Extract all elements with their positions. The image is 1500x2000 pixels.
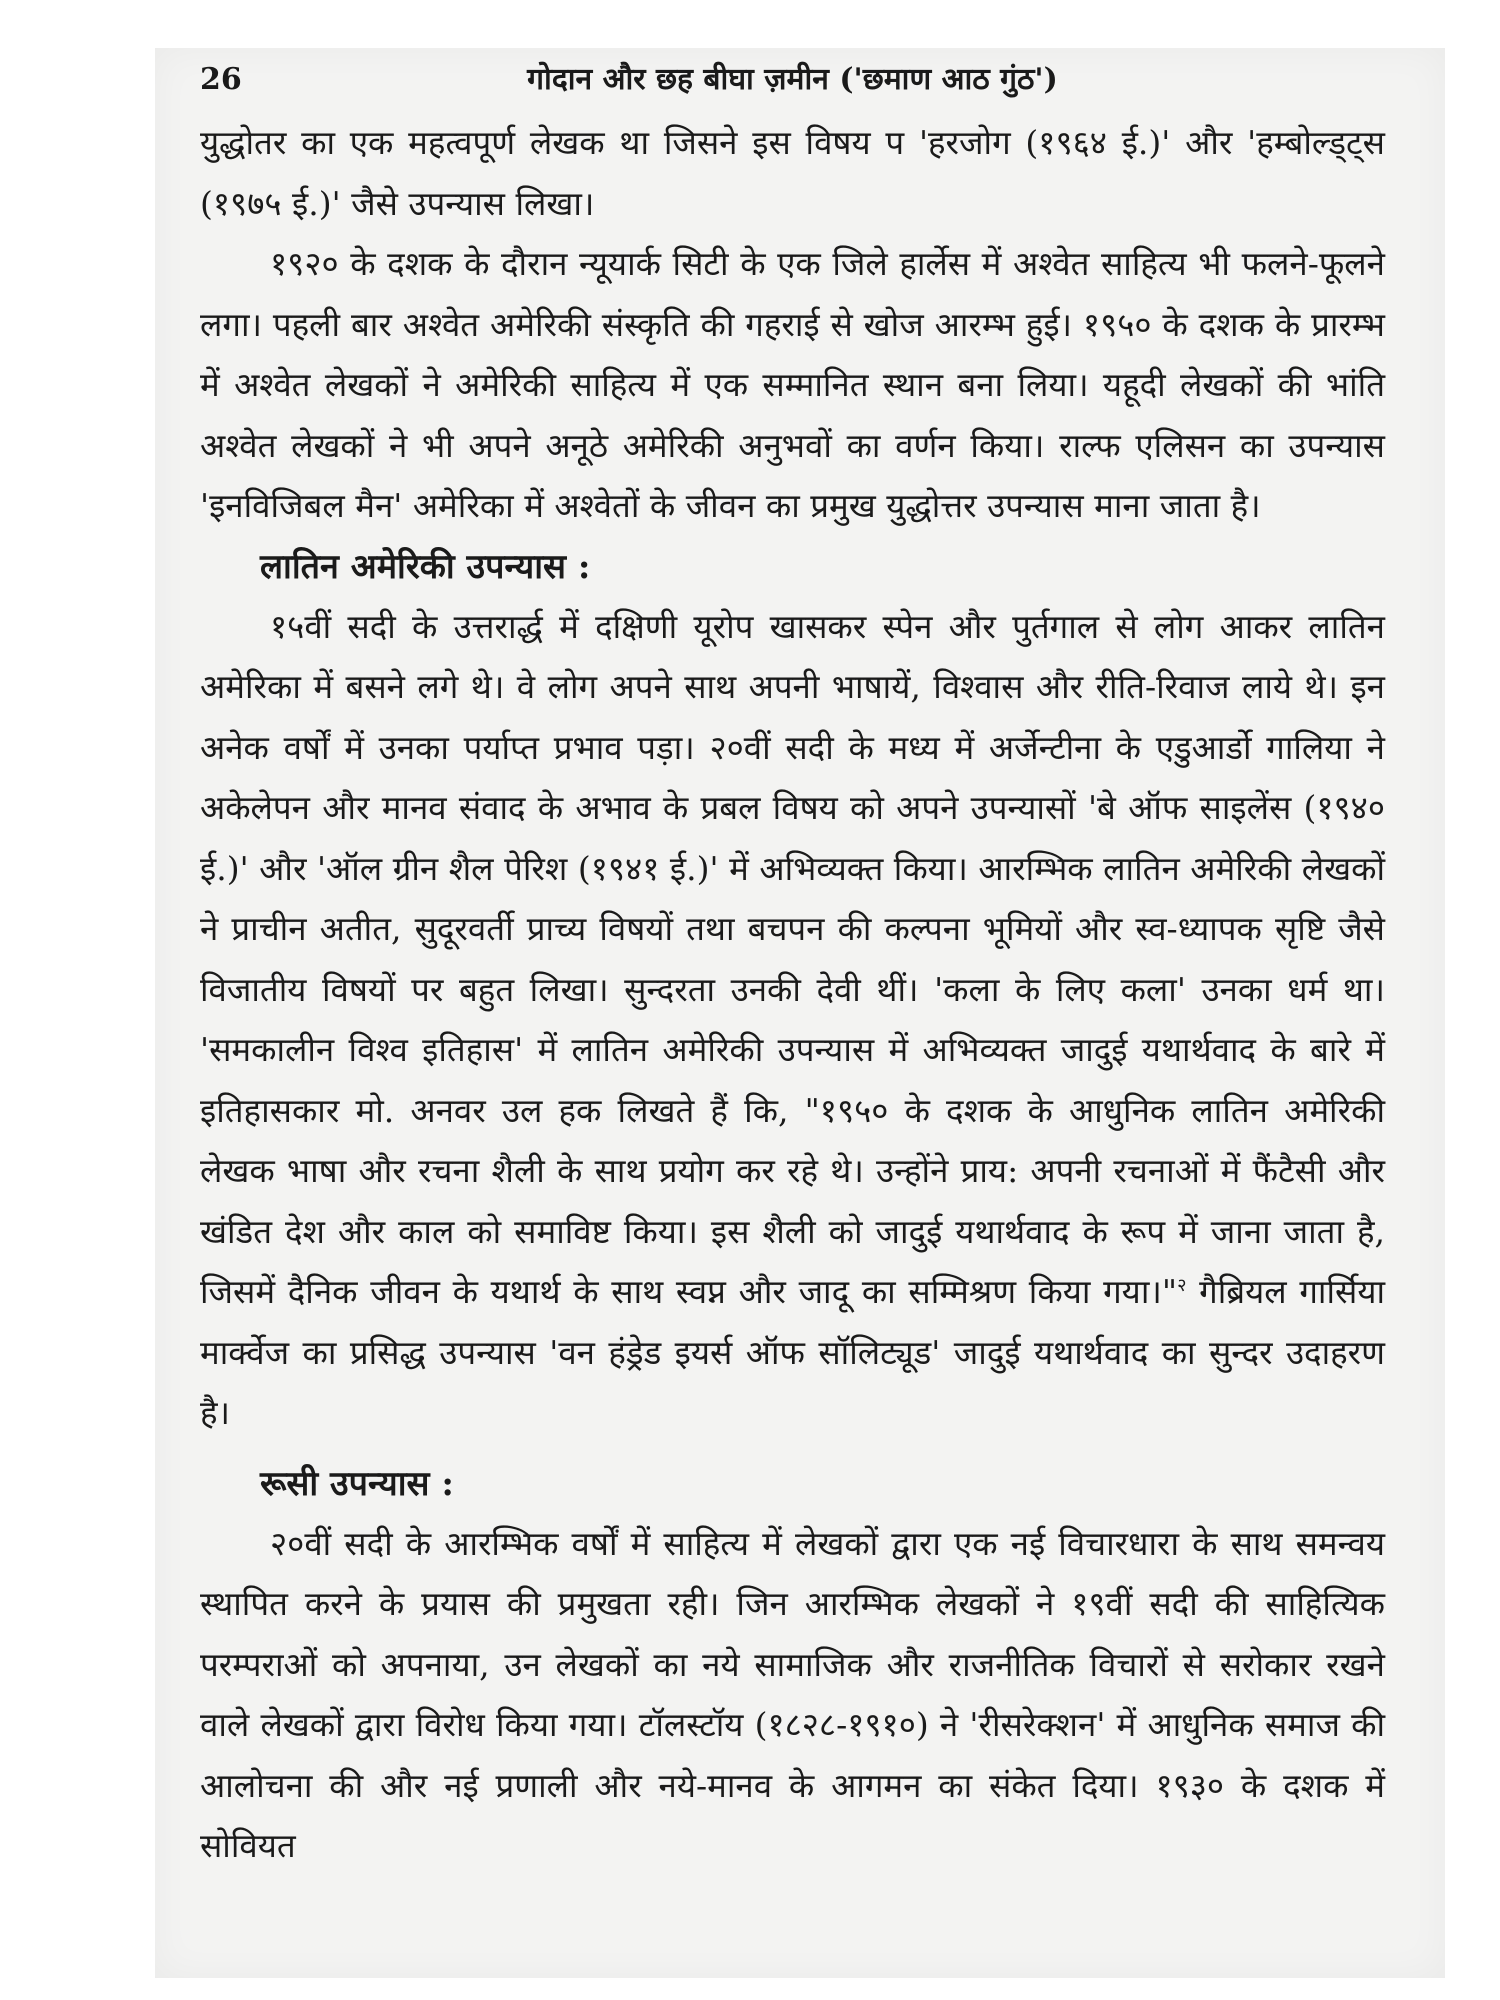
running-title: गोदान और छह बीघा ज़मीन ('छमाण आठ गुंठ') — [527, 62, 1058, 97]
latin-main-text: १५वीं सदी के उत्तरार्द्ध में दक्षिणी यूरोप खासकर स्पेन और पुर्तगाल से लोग आकर लातिन अमेरिका में बसने लगे थे। वे लोग अपने साथ अपनी भाषायें, विश्वास और रीति-रिवाज लाये थे। इन अनेक वर्षों में उनका पर्याप्त प्रभाव पड़ा। २०वीं सदी के मध्य में अर्जेन्टीना के एडुआर्डो गालिया ने अकेलेपन और मानव संवाद के अभाव के प्रबल विषय को अपने उपन्यासों 'बे ऑफ साइलेंस (१९४० ई.)' और 'ऑल ग्रीन शैल पेरिश (१९४१ ई.)' में अभिव्यक्त किया। आरम्भिक लातिन अमेरिकी लेखकों ने प्राचीन अतीत, सुदूरवर्ती प्राच्य विषयों तथा बचपन की कल्पना भूमियों और स्व-ध्यापक सृष्टि जैसे विजातीय विषयों पर बहुत लिखा। सुन्दरता उनकी देवी थीं। 'कला के लिए कला' उनका धर्म था। 'समकालीन विश्व इतिहास' में लातिन अमेरिकी उपन्यास में अभिव्यक्त जादुई यथार्थवाद के बारे में इतिहासकार मो. अनवर उल हक लिखते हैं कि, "१९५० के दशक के आधुनिक लातिन अमेरिकी लेखक भाषा और रचना शैली के साथ प्रयोग कर रहे थे। उन्होंने प्राय: अपनी रचनाओं में फैंटैसी और खंडित देश और काल को समाविष्ट किया। इस शैली को जादुई यथार्थवाद के रूप में जाना जाता है, जिसमें दैनिक जीवन के यथार्थ के साथ स्वप्न और जादू का सम्मिश्रण किया गया।" — [200, 606, 1385, 1311]
paragraph-harlem: १९२० के दशक के दौरान न्यूयार्क सिटी के एक जिले हार्लेस में अश्वेत साहित्य भी फलने-फूलने लगा। पहली बार अश्वेत अमेरिकी संस्कृति की गहराई से खोज आरम्भ हुई। १९५० के दशक के प्रारम्भ में अश्वेत लेखकों ने अमेरिकी साहित्य में एक सम्मानित स्थान बना लिया। यहूदी लेखकों की भांति अश्वेत लेखकों ने भी अपने अनूठे अमेरिकी अनुभवों का वर्णन किया। राल्फ एलिसन का उपन्यास 'इनविजिबल मैन' अमेरिका में अश्वेतों के जीवन का प्रमुख युद्धोत्तर उपन्यास माना जाता है। — [200, 244, 1385, 525]
section-gap — [200, 1444, 1385, 1454]
paragraph-intro: युद्धोतर का एक महत्वपूर्ण लेखक था जिसने इस विषय प 'हरजोग (१९६४ ई.)' और 'हम्बोल्ड्ट्स (१९७५ ई.)' जैसे उपन्यास लिखा। — [200, 123, 1385, 223]
section-heading-latin-american: लातिन अमेरिकी उपन्यास : — [260, 546, 591, 587]
paragraph-russian: २०वीं सदी के आरम्भिक वर्षों में साहित्य में लेखकों द्वारा एक नई विचारधारा के साथ समन्वय स्थापित करने के प्रयास की प्रमुखता रही। जिन आरम्भिक लेखकों ने १९वीं सदी की साहित्यिक परम्पराओं को अपनाया, उन लेखकों का नये सामाजिक और राजनीतिक विचारों से सरोकार रखने वाले लेखकों द्वारा विरोध किया गया। टॉलस्टॉय (१८२८-१९१०) ने 'रीसरेक्शन' में आधुनिक समाज की आलोचना की और नई प्रणाली और नये-मानव के आगमन का संकेत दिया। १९३० के दशक में सोवियत — [200, 1523, 1385, 1865]
page-number: 26 — [200, 62, 242, 97]
page-header — [200, 58, 1385, 108]
paragraph-latin-american — [200, 597, 1385, 1444]
section-heading-russian: रूसी उपन्यास : — [260, 1463, 454, 1504]
page-body — [200, 113, 1385, 1877]
footnote-marker: २ — [1177, 1275, 1187, 1296]
latin-tail-text: गैब्रियल गार्सिया मार्क्वेज का प्रसिद्ध उपन्यास 'वन हंड्रेड इयर्स ऑफ सॉलिट्यूड' जादुई यथार्थवाद का सुन्दर उदाहरण है। — [200, 1272, 1386, 1432]
